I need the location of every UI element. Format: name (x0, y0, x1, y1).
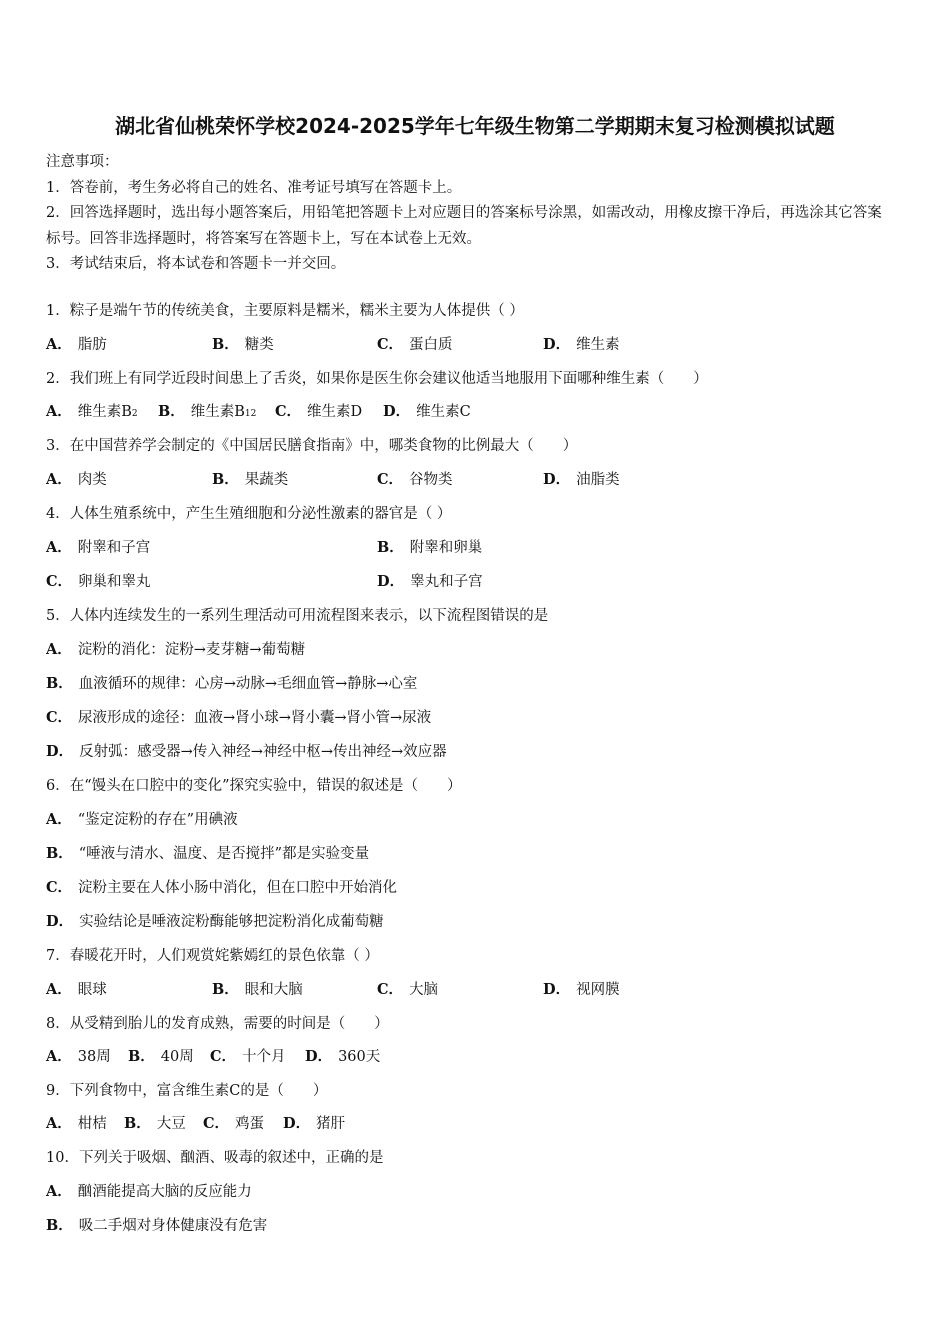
option-a: A． 淀粉的消化：淀粉→麦芽糖→葡萄糖 (46, 641, 306, 658)
option-a: A． 维生素B2 (46, 403, 138, 420)
option-b: B． 吸二手烟对身体健康没有危害 (46, 1217, 268, 1234)
question-stem: 5．人体内连续发生的一系列生理活动可用流程图来表示，以下流程图错误的是 (46, 608, 549, 624)
option-d: D． 实验结论是唾液淀粉酶能够把淀粉消化成葡萄糖 (46, 913, 384, 930)
note-item: 1．答卷前，考生务必将自己的姓名、准考证号填写在答题卡上。 (46, 179, 462, 196)
note-item: 2．回答选择题时，选出每小题答案后，用铅笔把答题卡上对应题目的答案标号涂黑，如需改动，用橡皮擦干净后，再选涂其它答案标号。回答非选择题时，将答案写在答题卡上，写在本试卷上无效。 (46, 205, 882, 247)
option-b: B． 附睾和卵巢 (377, 539, 483, 556)
option-b: B． 40周 (128, 1048, 194, 1065)
option-d: D． 360天 (305, 1048, 381, 1065)
option-d: D． 视网膜 (543, 981, 620, 998)
option-a: A． 眼球 (46, 981, 107, 998)
option-c: C． 鸡蛋 (203, 1115, 265, 1132)
option-a: A． 附睾和子宫 (46, 539, 151, 556)
option-a: A． 肉类 (46, 471, 107, 488)
question-stem: 7．春暖花开时，人们观赏姹紫嫣红的景色依靠（ ） (46, 948, 379, 964)
option-a: A． “鉴定淀粉的存在”用碘液 (46, 811, 238, 828)
notes-heading: 注意事项： (46, 154, 119, 170)
option-b: B． 大豆 (124, 1115, 186, 1132)
option-c: C． 谷物类 (377, 471, 453, 488)
question-stem: 3．在中国营养学会制定的《中国居民膳食指南》中，哪类食物的比例最大（ ） (46, 438, 578, 454)
option-d: D． 维生素 (543, 336, 620, 353)
option-b: B． 眼和大脑 (212, 981, 303, 998)
question-stem: 2．我们班上有同学近段时间患上了舌炎，如果你是医生你会建议他适当地服用下面哪种维生素（ ） (46, 371, 708, 387)
option-b: B． “唾液与清水、温度、是否搅拌”都是实验变量 (46, 845, 370, 862)
option-b: B． 血液循环的规律：心房→动脉→毛细血管→静脉→心室 (46, 675, 418, 692)
option-c: C． 卵巢和睾丸 (46, 573, 151, 590)
option-c: C． 大脑 (377, 981, 439, 998)
option-b: B． 维生素B12 (158, 403, 257, 420)
question-stem: 6．在“馒头在口腔中的变化”探究实验中，错误的叙述是（ ） (46, 778, 462, 794)
option-a: A． 脂肪 (46, 336, 107, 353)
question-stem: 4．人体生殖系统中，产生生殖细胞和分泌性激素的器官是（ ） (46, 506, 452, 522)
option-a: A． 酗酒能提高大脑的反应能力 (46, 1183, 252, 1200)
option-c: C． 蛋白质 (377, 336, 453, 353)
option-c: C． 十个月 (210, 1048, 286, 1065)
option-a: A． 柑桔 (46, 1115, 107, 1132)
option-c: C． 维生素D (275, 403, 363, 420)
option-d: D． 反射弧：感受器→传入神经→神经中枢→传出神经→效应器 (46, 743, 447, 760)
question-stem: 1．粽子是端午节的传统美食，主要原料是糯米，糯米主要为人体提供（ ） (46, 303, 524, 319)
page-title: 湖北省仙桃荣怀学校2024-2025学年七年级生物第二学期期末复习检测模拟试题 (115, 114, 835, 138)
notes-section (46, 150, 896, 278)
option-b: B． 糖类 (212, 336, 274, 353)
option-c: C． 淀粉主要在人体小肠中消化，但在口腔中开始消化 (46, 879, 398, 896)
question-stem: 8．从受精到胎儿的发育成熟，需要的时间是（ ） (46, 1016, 389, 1032)
option-d: D． 猪肝 (283, 1115, 346, 1132)
option-d: D． 睾丸和子宫 (377, 573, 483, 590)
note-item: 3．考试结束后，将本试卷和答题卡一并交回。 (46, 256, 346, 272)
question-stem: 10．下列关于吸烟、酗酒、吸毒的叙述中，正确的是 (46, 1150, 384, 1166)
option-d: D． 油脂类 (543, 471, 620, 488)
option-b: B． 果蔬类 (212, 471, 289, 488)
option-c: C． 尿液形成的途径：血液→肾小球→肾小囊→肾小管→尿液 (46, 709, 432, 726)
option-a: A． 38周 (46, 1048, 111, 1065)
option-d: D． 维生素C (383, 403, 471, 420)
question-stem: 9．下列食物中，富含维生素C的是（ ） (46, 1083, 328, 1099)
